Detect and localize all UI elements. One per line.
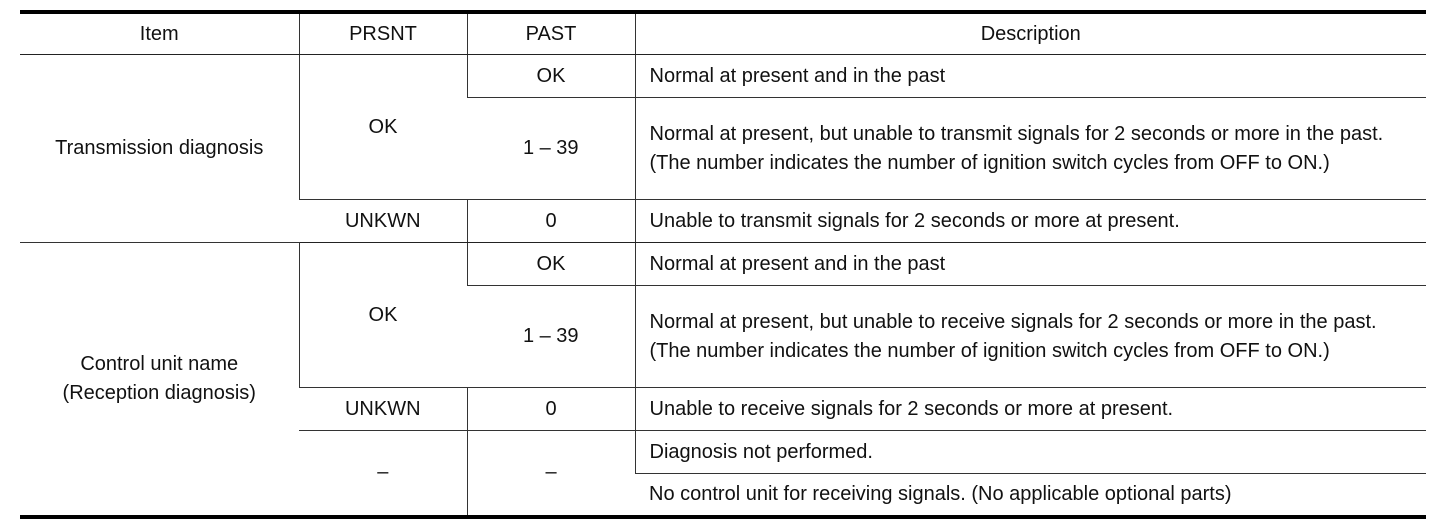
- description-cell: Unable to receive signals for 2 seconds or more at present.: [635, 388, 1426, 431]
- description-cell: Normal at present and in the past: [635, 243, 1426, 286]
- past-cell: –: [467, 431, 635, 517]
- item-cell: [20, 243, 299, 517]
- header-prsnt: PRSNT: [299, 12, 467, 55]
- header-item: Item: [20, 12, 299, 55]
- description-cell: Normal at present, but unable to transmit signals for 2 seconds or more in the past. (The number indicates the number of ignition switch cycles from OFF to ON.): [635, 98, 1426, 200]
- past-cell: 1 – 39: [467, 286, 635, 388]
- description-cell: Diagnosis not performed.: [635, 431, 1426, 474]
- prsnt-cell: UNKWN: [299, 200, 467, 243]
- description-cell: Normal at present and in the past: [635, 55, 1426, 98]
- table-row: [20, 243, 1426, 286]
- past-cell: 1 – 39: [467, 98, 635, 200]
- past-cell: 0: [467, 200, 635, 243]
- past-cell: 0: [467, 388, 635, 431]
- diagnosis-table: [20, 10, 1426, 519]
- prsnt-cell: –: [299, 431, 467, 517]
- header-past: PAST: [467, 12, 635, 55]
- description-cell: Unable to transmit signals for 2 seconds or more at present.: [635, 200, 1426, 243]
- item-line-1: Control unit name: [80, 352, 239, 375]
- item-cell: Transmission diagnosis: [20, 55, 299, 243]
- past-cell: OK: [467, 55, 635, 98]
- prsnt-cell: OK: [299, 243, 467, 388]
- header-row: [20, 12, 1426, 55]
- description-cell: No control unit for receiving signals. (No applicable optional parts): [649, 482, 1232, 505]
- header-description: Description: [635, 12, 1426, 55]
- item-line-2: (Reception diagnosis): [62, 381, 256, 404]
- prsnt-cell: UNKWN: [299, 388, 467, 431]
- description-cell: Normal at present, but unable to receive signals for 2 seconds or more in the past. (The number indicates the number of ignition switch cycles from OFF to ON.): [635, 286, 1426, 388]
- prsnt-cell: OK: [299, 55, 467, 200]
- table-row: [20, 55, 1426, 98]
- past-cell: OK: [467, 243, 635, 286]
